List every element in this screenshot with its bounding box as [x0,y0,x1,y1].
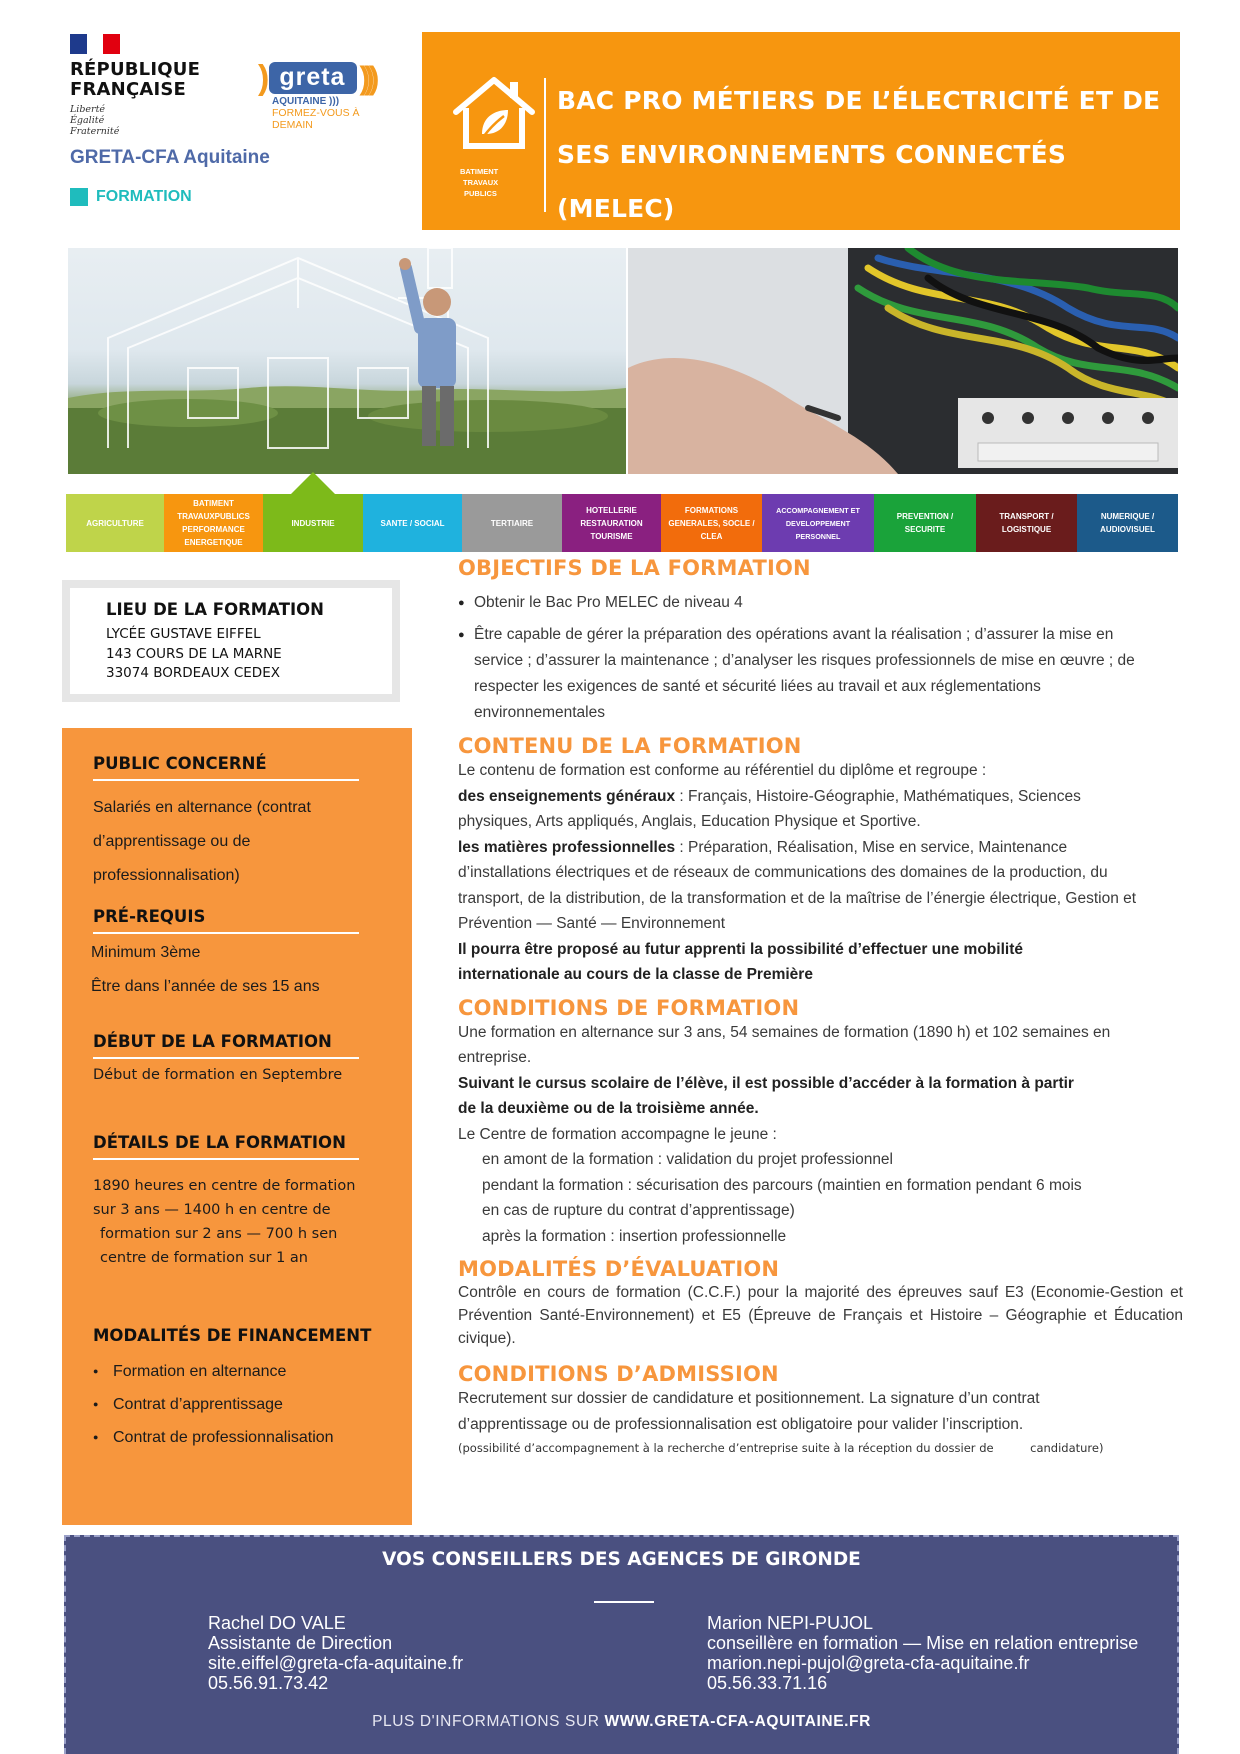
contact-card [208,1613,463,1693]
prerequis-line: Être dans l’année de ses 15 ans [91,978,320,995]
sector-sante-social: SANTE / SOCIAL [363,494,462,552]
formation-tag-label: FORMATION [96,188,192,205]
details-heading: DÉTAILS DE LA FORMATION [93,1133,346,1152]
admission-section [458,1362,1183,1459]
details-section [93,1133,412,1270]
teal-square-icon [70,188,88,206]
page-title: BAC PRO MÉTIERS DE L’ÉLECTRICITÉ ET DE SES ENVIRONNEMENTS CONNECTÉS (MELEC) [557,86,1161,223]
sector-accompagnement: ACCOMPAGNEMENT ET DEVELOPPEMENT PERSONNEL [762,494,874,552]
sector-formations-generales: FORMATIONS GENERALES, SOCLE / CLEA [661,494,762,552]
lieu-title: LIEU DE LA FORMATION [106,600,324,619]
contenu-pro-label: les matières professionnelles [458,838,676,856]
details-line: formation sur 2 ans — 700 h sen [100,1226,338,1242]
prerequis-section [93,907,412,1004]
conditions-text2: Le Centre de formation accompagne le jeune : [458,1125,777,1143]
debut-text: Début de formation en Septembre [93,1067,343,1083]
footer-title: VOS CONSEILLERS DES AGENCES DE GIRONDE [382,1549,861,1570]
sector-bar [66,494,1178,552]
greta-logo: ) greta ))) AQUITAINE ))) FORMEZ-VOUS À DEMAIN [258,62,398,124]
evaluation-text: Contrôle en cours de formation (C.C.F.) pour la majorité des épreuves sauf E3 (Economie-Gestion et Prévention Santé-Environnement) et E5 (Épreuve de Français et Histoire – Géographie et Éducation civique). [458,1284,1183,1347]
sector-industrie: INDUSTRIE [263,494,363,552]
evaluation-section [458,1257,1183,1350]
financement-item: ● Formation en alternance [93,1355,412,1388]
house-leaf-icon [452,74,536,150]
financement-item: ● Contrat de professionnalisation [93,1421,412,1454]
contenu-pro [458,835,1158,937]
contact-email-link[interactable]: marion.nepi-pujol@greta-cfa-aquitaine.fr [707,1653,1030,1673]
conditions-section [458,996,1183,1250]
electrical-panel-photo [628,248,1178,474]
contact-role: conseillère en formation — Mise en relation entreprise [707,1633,1139,1653]
lieu-city: 33074 BORDEAUX CEDEX [106,665,280,681]
lieu-box [62,580,400,702]
contenu-pro-text: : Préparation, Réalisation, Mise en service, Maintenance d’installations électriques et de réseaux de communications des domaines de la production, du transport, de la distribution, de la transformation et de la maîtrise de l’énergie électrique, Gestion et Prévention — Santé — Environnement [458,838,1137,932]
contact-email-link[interactable]: site.eiffel@greta-cfa-aquitaine.fr [208,1653,464,1673]
details-line: centre de formation sur 1 an [100,1250,308,1266]
public-heading: PUBLIC CONCERNÉ [93,754,267,773]
details-line: 1890 heures en centre de formation [93,1178,356,1194]
prerequis-heading: PRÉ-REQUIS [93,907,206,926]
conditions-text1: Une formation en alternance sur 3 ans, 54 semaines de formation (1890 h) et 102 semaines en entreprise. [458,1023,1111,1066]
sector-numerique: NUMERIQUE / AUDIOVISUEL [1077,494,1178,552]
contacts-footer [64,1535,1179,1754]
objectif-item: ● Être capable de gérer la préparation des opérations avant la réalisation ; d’assurer la mise en service ; d’assurer la maintenance ; d’analyser les risques professionnels de mise en œuvre ; de respecter les exigences de santé et sécurité liées au travail et aux réglementations environnementales [458,622,1158,726]
financement-item: ● Contrat d’apprentissage [93,1388,412,1421]
title-divider [544,78,546,212]
conditions-heading: CONDITIONS DE FORMATION [458,995,800,1020]
admission-note: (possibilité d’accompagnement à la recherche d’entreprise suite à la réception du dossier de candidature) [458,1441,1104,1455]
sector-prevention: PREVENTION / SECURITE [874,494,976,552]
contact-card [707,1613,1138,1693]
debut-heading: DÉBUT DE LA FORMATION [93,1032,332,1051]
electrical-panel-illustration [628,248,1178,474]
organization-name: GRETA-CFA Aquitaine [70,147,270,168]
public-line: d’apprentissage ou de [93,833,251,850]
website-link[interactable]: WWW.GRETA-CFA-AQUITAINE.FR [604,1713,871,1730]
more-info [66,1713,1177,1731]
greta-region: AQUITAINE ))) [272,96,340,107]
public-section [93,754,412,893]
conditions-step: pendant la formation : sécurisation des parcours (maintien en formation pendant 6 mois en cas de rupture du contrat d’apprentissage) [482,1176,1082,1219]
contenu-generaux-text: : Français, Histoire-Géographie, Mathématiques, Sciences physiques, Arts appliqués, Anglais, Education Physique et Sportive. [458,787,1081,830]
objectifs-list [458,590,1183,726]
public-rule [93,779,359,781]
contact-name: Marion NEPI-PUJOL [707,1613,874,1633]
contenu-section [458,734,1183,988]
prerequis-rule [93,932,359,934]
republique-francaise-logo [70,34,210,137]
evaluation-heading: MODALITÉS D’ÉVALUATION [458,1257,780,1281]
financement-list [93,1355,412,1454]
conditions-step: en amont de la formation : validation du projet professionnel [482,1151,893,1168]
public-line: Salariés en alternance (contrat [93,799,311,816]
contenu-generaux-label: des enseignements généraux [458,787,676,805]
objectif-item: ● Obtenir le Bac Pro MELEC de niveau 4 [458,590,1183,616]
objectifs-heading: OBJECTIFS DE LA FORMATION [458,556,811,580]
admission-heading: CONDITIONS D’ADMISSION [458,1362,779,1386]
sector-agriculture: AGRICULTURE [66,494,164,552]
sector-batiment: BATIMENT TRAVAUXPUBLICS PERFORMANCE ENERGETIQUE [164,494,263,552]
more-info-prefix: PLUS D'INFORMATIONS SUR [372,1713,605,1730]
financement-section [93,1326,412,1454]
debut-section [93,1032,412,1087]
sector-badge: BATIMENT TRAVAUX PUBLICS [460,167,499,198]
financement-heading: MODALITÉS DE FINANCEMENT [93,1326,372,1345]
active-sector-arrow-icon [291,472,335,494]
title-banner [422,32,1180,230]
contact-phone[interactable]: 05.56.33.71.16 [707,1673,828,1693]
republique-francaise-name: RÉPUBLIQUE FRANÇAISE [70,59,201,100]
details-line: sur 3 ans — 1400 h en centre de [93,1202,331,1218]
french-flag-icon [70,34,120,54]
sector-hotellerie: HOTELLERIE RESTAURATION TOURISME [562,494,661,552]
contact-phone[interactable]: 05.56.91.73.42 [208,1673,329,1693]
sector-transport: TRANSPORT / LOGISTIQUE [976,494,1077,552]
greta-logo-text: greta [269,62,357,94]
contenu-mobilite: Il pourra être proposé au futur apprenti la possibilité d’effectuer une mobilité internationale au cours de la classe de Première [458,940,1023,983]
objectifs-section [458,556,1183,726]
greta-tagline: FORMEZ-VOUS À DEMAIN [272,107,360,131]
side-panel [62,728,412,1525]
conditions-step: après la formation : insertion professionnelle [482,1227,787,1245]
debut-rule [93,1057,359,1059]
contact-name: Rachel DO VALE [208,1613,346,1633]
contact-role: Assistante de Direction [208,1633,393,1653]
footer-rule [594,1601,654,1603]
public-line: professionnalisation) [93,867,240,884]
formation-tag [70,188,192,206]
house-sketch-photo [68,248,626,474]
sector-tertiaire: TERTIAIRE [462,494,562,552]
lieu-street: 143 COURS DE LA MARNE [106,645,282,662]
contenu-generaux [458,784,1158,835]
lieu-school: LYCÉE GUSTAVE EIFFEL [106,626,261,642]
main-content [458,556,1183,1459]
house-sketch-illustration [68,248,626,474]
contenu-heading: CONTENU DE LA FORMATION [458,734,802,758]
contenu-intro: Le contenu de formation est conforme au référentiel du diplôme et regroupe : [458,762,987,779]
conditions-bold: Suivant le cursus scolaire de l’élève, il est possible d’accéder à la formation à partir de la deuxième ou de la troisième année. [458,1074,1074,1117]
details-rule [93,1158,359,1160]
republic-motto: Liberté Égalité Fraternité [70,104,120,137]
admission-text: Recrutement sur dossier de candidature et positionnement. La signature d’un contrat d’apprentissage ou de professionnalisation est obligatoire pour valider l’inscription. [458,1390,1040,1433]
prerequis-line: Minimum 3ème [91,944,201,961]
